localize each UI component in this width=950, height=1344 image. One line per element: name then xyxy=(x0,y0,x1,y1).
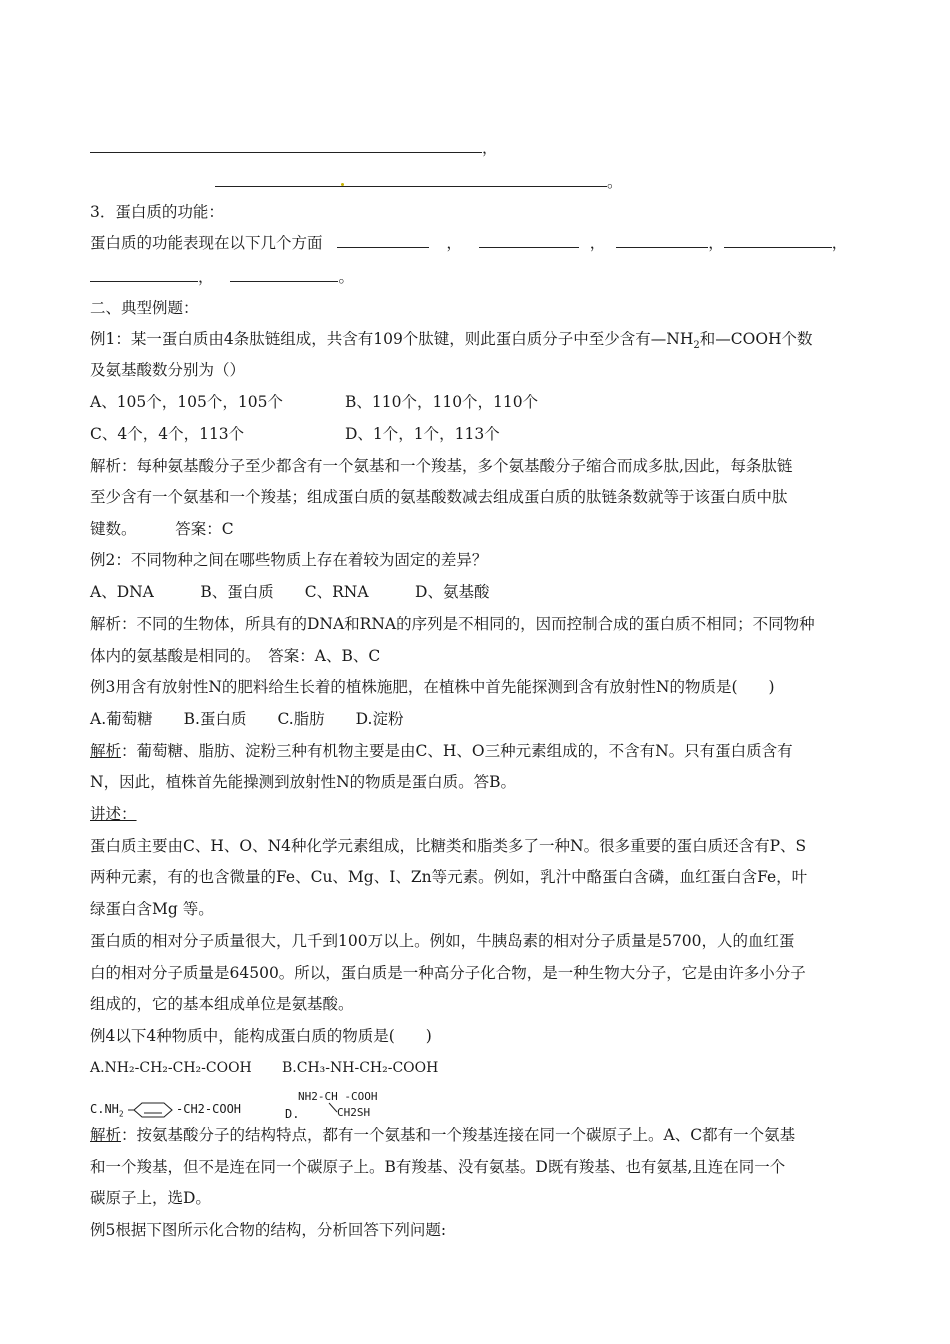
ex4-option-b: B.CH₃-NH-CH₂-COOH xyxy=(282,1060,439,1076)
ex4-option-c: $C.NH_2$ xyxy=(90,1102,124,1119)
fill-blank[interactable] xyxy=(90,138,482,153)
fill-blank[interactable] xyxy=(724,233,832,248)
ex1-analysis-line1: 解析：每种氨基酸分子至少都含有一个氨基和一个羧基，多个氨基酸分子缩合而成多肽,因此，每条肽链 xyxy=(90,457,793,475)
q3-line-2: ， 。 xyxy=(90,267,354,287)
ex4-analysis-line2: 和一个羧基，但不是连在同一个碳原子上。B有羧基、没有氨基。D既有羧基、也有氨基,且连在同一个 xyxy=(90,1158,786,1176)
fill-blank[interactable] xyxy=(230,267,338,282)
fill-blank[interactable] xyxy=(479,233,579,248)
fill-blank[interactable] xyxy=(90,267,198,282)
ex4-option-a: A.NH₂-CH₂-CH₂-COOH xyxy=(90,1060,252,1076)
ex4-analysis-line3: 碳原子上，选D。 xyxy=(90,1189,211,1207)
ex4-analysis-line1: 解析：按氨基酸分子的结构特点，都有一个氨基和一个羧基连接在同一个碳原子上。A、C都有一个氨基 xyxy=(90,1126,796,1144)
narration-heading: 讲述： xyxy=(90,805,137,823)
narration-label: 讲述 xyxy=(90,805,122,823)
blank-line-2: 。 xyxy=(215,172,623,192)
speck-mark xyxy=(341,183,344,186)
analysis-label: 解析 xyxy=(90,742,122,760)
fill-blank[interactable] xyxy=(215,172,607,187)
ex4-question: 例4以下4种物质中，能构成蛋白质的物质是( ) xyxy=(90,1027,432,1045)
ex1-option-c: C、4个，4个，113个 xyxy=(90,425,245,443)
fill-blank[interactable] xyxy=(616,233,708,248)
narration-p1-line2: 两种元素，有的也含微量的Fe、Cu、Mg、I、Zn等元素。例如，乳汁中酪蛋白含磷，血红蛋白含Fe，叶 xyxy=(90,868,808,886)
ex1-option-a: A、105个，105个，105个 xyxy=(90,393,283,411)
ex1-question-line2: 及氨基酸数分别为（） xyxy=(90,361,246,379)
narration-p2-line2: 白的相对分子质量是64500。所以，蛋白质是一种高分子化合物，是一种生物大分子，它是由许多小分子 xyxy=(90,964,806,982)
fill-blank[interactable] xyxy=(337,233,429,248)
ex3-question: 例3用含有放射性N的肥料给生长着的植株施肥，在植株中首先能探测到含有放射性N的物质是( ) xyxy=(90,678,775,696)
q3-line-1: 蛋白质的功能表现在以下几个方面 ， ， ， ， xyxy=(90,234,848,252)
ex1-analysis-line2: 至少含有一个氨基和一个羧基；组成蛋白质的氨基酸数减去组成蛋白质的肽链条数就等于该蛋白质中肽 xyxy=(90,488,788,506)
narration-p2-line1: 蛋白质的相对分子质量很大，几千到100万以上。例如，牛胰岛素的相对分子质量是5700，人的血红蛋 xyxy=(90,932,795,950)
ex2-analysis-line2: 体内的氨基酸是相同的。 答案：A、B、C xyxy=(90,647,381,665)
benzene-ring-icon xyxy=(128,1101,178,1119)
q3-heading: 3．蛋白质的功能： xyxy=(90,203,224,221)
ex2-analysis-line1: 解析：不同的生物体，所具有的DNA和RNA的序列是不相同的，因而控制合成的蛋白质不相同；不同物种 xyxy=(90,615,815,633)
ex3-options: A.葡萄糖 B.蛋白质 C.脂肪 D.淀粉 xyxy=(90,710,404,728)
ex4-option-c-tail: -CH2-COOH xyxy=(176,1102,242,1116)
ex3-analysis-line1: 解析：葡萄糖、脂肪、淀粉三种有机物主要是由C、H、O三种元素组成的，不含有N。只有蛋白质含有 xyxy=(90,742,793,760)
narration-p2-line3: 组成的，它的基本组成单位是氨基酸。 xyxy=(90,995,354,1013)
ex4-option-d-top: NH2-CH -COOH xyxy=(298,1090,378,1103)
ex3-analysis-line2: N，因此，植株首先能操测到放射性N的物质是蛋白质。答B。 xyxy=(90,773,517,791)
ex1-question-line1: 例1：某一蛋白质由4条肽链组成，共含有109个肽键，则此蛋白质分子中至少含有$—NH_2$和—COOH个数 xyxy=(90,330,813,352)
section-heading: 二、典型例题： xyxy=(90,299,199,317)
ex1-option-d: D、1个，1个，113个 xyxy=(345,425,500,443)
analysis-label: 解析 xyxy=(90,1126,122,1144)
ex1-option-b: B、110个，110个，110个 xyxy=(345,393,539,411)
ex5-question: 例5根据下图所示化合物的结构，分析回答下列问题: xyxy=(90,1221,447,1239)
ex2-options: A、DNA B、蛋白质 C、RNA D、氨基酸 xyxy=(90,583,490,601)
narration-p1-line3: 绿蛋白含Mg 等。 xyxy=(90,900,214,918)
ex1-analysis-line3: 键数。 答案：C xyxy=(90,520,234,538)
narration-p1-line1: 蛋白质主要由C、H、O、N4种化学元素组成，比糖类和脂类多了一种N。很多重要的蛋白质还含有P、S xyxy=(90,837,807,855)
ex2-question: 例2：不同物种之间在哪些物质上存在着较为固定的差异？ xyxy=(90,551,488,569)
blank-line-1: ， xyxy=(90,138,498,158)
ex4-option-d-bottom: CH2SH xyxy=(337,1106,371,1119)
ex4-option-d-label: D. xyxy=(285,1107,300,1121)
